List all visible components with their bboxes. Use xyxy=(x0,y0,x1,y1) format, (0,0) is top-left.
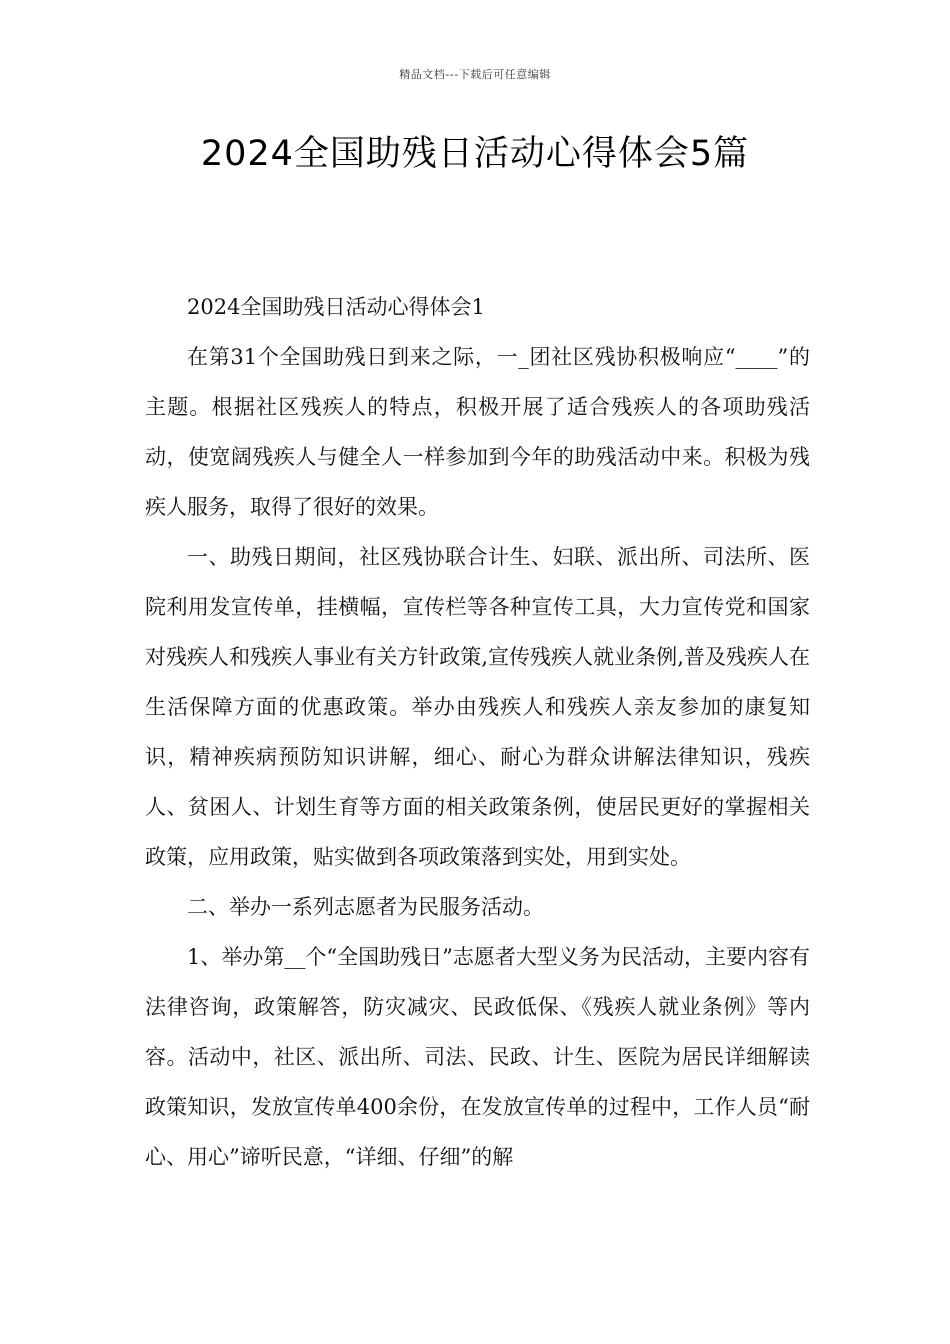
section-heading: 2024全国助残日活动心得体会1 xyxy=(187,295,485,319)
body-paragraph: 一、助残日期间，社区残协联合计生、妇联、派出所、司法所、医院利用发宣传单，挂横幅，宣传栏等各种宣传工具，大力宣传党和国家对残疾人和残疾人事业有关方针政策,宣传残疾人就业条例,普及残疾人在生活保障方面的优惠政策。举办由残疾人和残疾人亲友参加的康复知识，精神疾病预防知识讲解，细心、耐心为群众讲解法律知识，残疾人、贫困人、计划生育等方面的相关政策条例，使居民更好的掌握相关政策，应用政策，贴实做到各项政策落到实处，用到实处。 xyxy=(145,545,810,869)
document-title: 2024全国助残日活动心得体会5篇 xyxy=(200,134,750,174)
body-paragraph: 在第31个全国助残日到来之际，一_团社区残协积极响应“____”的主题。根据社区残疾人的特点，积极开展了适合残疾人的各项助残活动，使宽阔残疾人与健全人一样参加到今年的助残活动中来。积极为残疾人服务，取得了很好的效果。 xyxy=(145,345,810,519)
document-body xyxy=(145,282,810,1182)
body-paragraph: 二、举办一系列志愿者为民服务活动。 xyxy=(187,895,544,919)
body-paragraph: 1、举办第__个“全国助残日”志愿者大型义务为民活动，主要内容有法律咨询，政策解答，防灾减灾、民政低保、《残疾人就业条例》等内容。活动中，社区、派出所、司法、民政、计生、医院为居民详细解读政策知识，发放宣传单400余份，在发放宣传单的过程中，工作人员“耐心、用心”谛听民意，“详细、仔细”的解 xyxy=(145,945,810,1169)
header-note: 精品文档---下载后可任意编辑 xyxy=(399,68,551,81)
